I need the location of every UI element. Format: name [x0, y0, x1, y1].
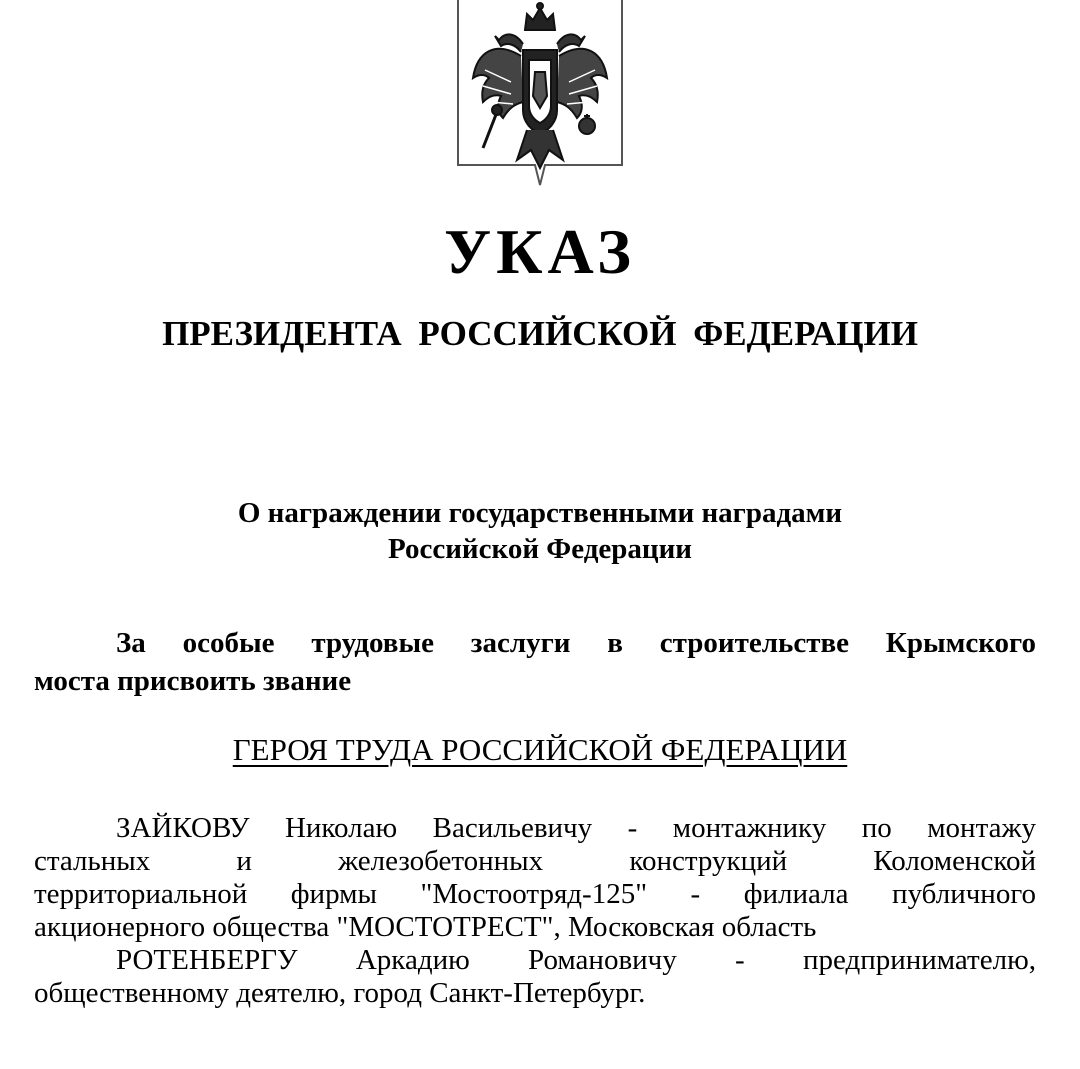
recipient-line: территориальной фирмы "Мостоотряд-125" - филиала публичного [34, 878, 1036, 910]
recipient-line: акционерного общества "МОСТОТРЕСТ", Московская область [34, 911, 817, 943]
double-headed-eagle-emblem-icon [455, 0, 625, 190]
heading-line: Российской Федерации [387, 533, 692, 565]
recipients-list [34, 812, 1036, 1010]
award-title-text: ГЕРОЯ ТРУДА РОССИЙСКОЙ ФЕДЕРАЦИИ [232, 732, 848, 767]
intro-line: За особые трудовые заслуги в строительстве Крымского [116, 627, 1036, 659]
intro-paragraph [34, 624, 1036, 700]
document-title: УКАЗ [444, 216, 636, 287]
recipient-line: общественному деятелю, город Санкт-Петербург. [34, 977, 646, 1009]
recipient-line: ЗАЙКОВУ Николаю Васильевичу - монтажнику по монтажу [116, 812, 1036, 844]
heading-line: О награждении государственными наградами [237, 497, 843, 529]
document-heading [0, 495, 1080, 567]
recipient-line: РОТЕНБЕРГУ Аркадию Романовичу - предпринимателю, [116, 944, 1036, 976]
intro-line: моста присвоить звание [34, 665, 352, 697]
document-subtitle: ПРЕЗИДЕНТА РОССИЙСКОЙ ФЕДЕРАЦИИ [162, 314, 918, 353]
recipient-line: стальных и железобетонных конструкций Коломенской [34, 845, 1036, 877]
award-title [0, 734, 1080, 765]
